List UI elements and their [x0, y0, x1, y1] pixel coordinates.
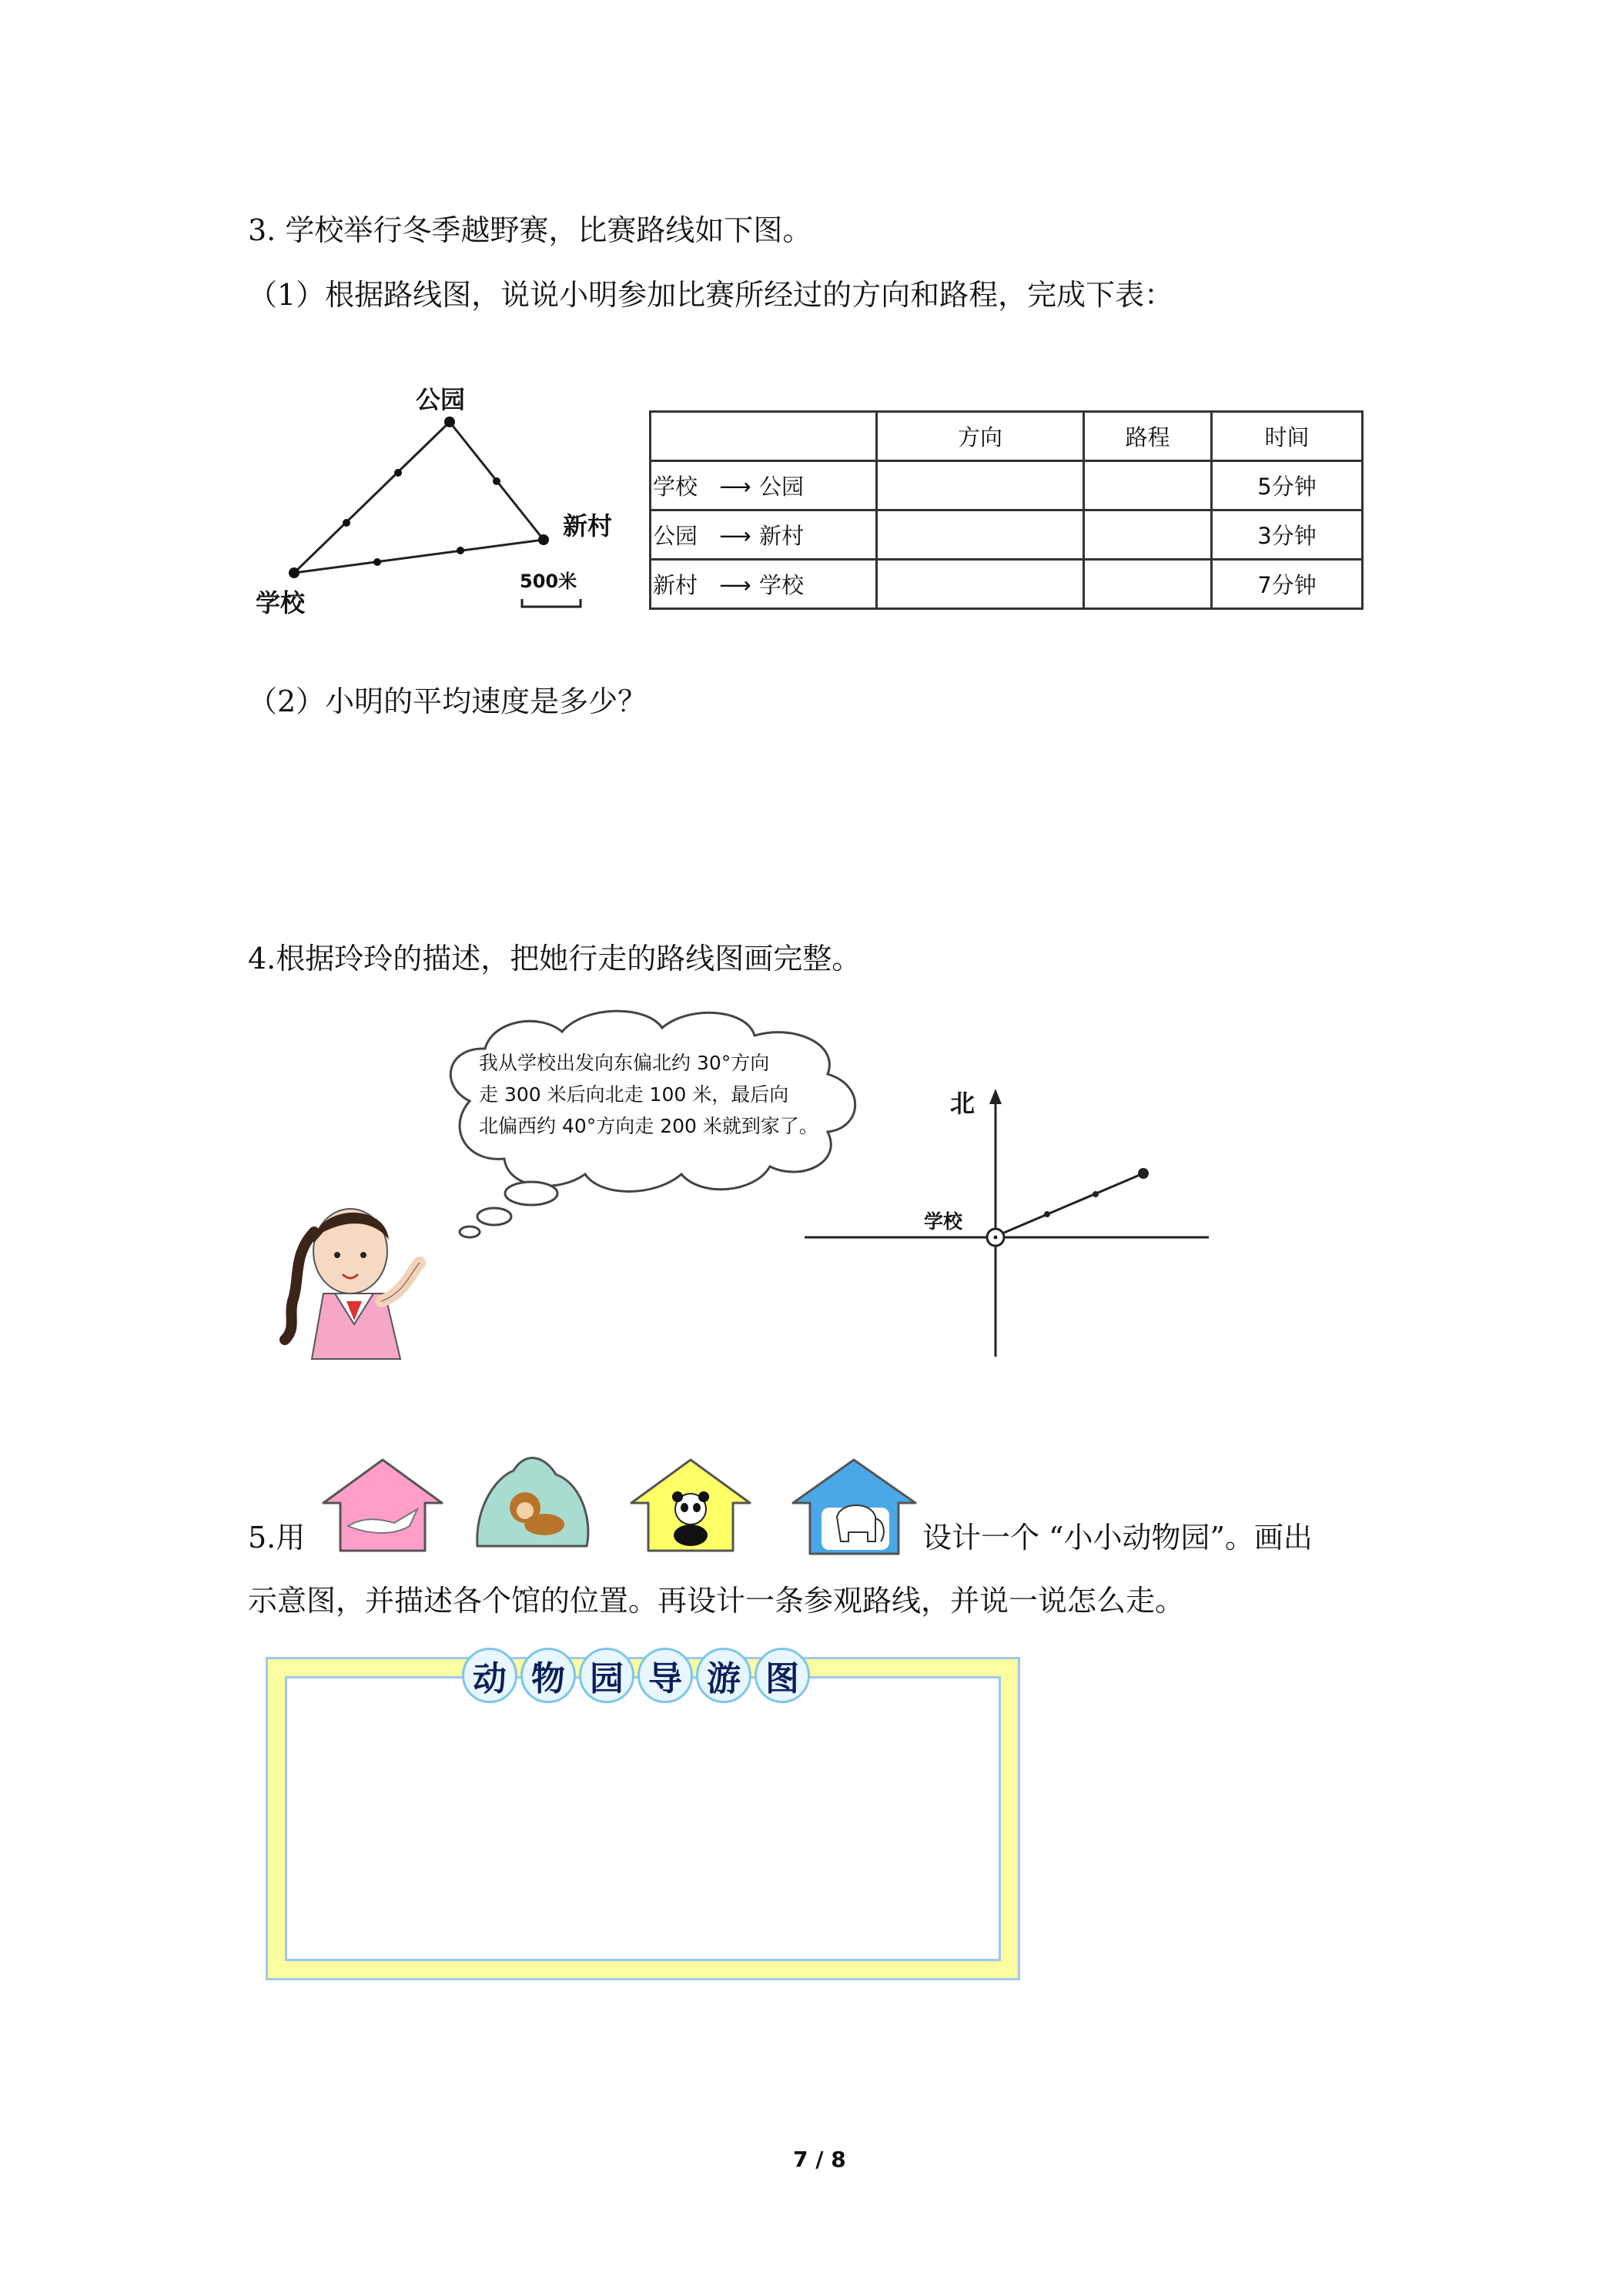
- time-cell: 5分钟: [1212, 461, 1363, 510]
- speech-line: 我从学校出发向东偏北约 30°方向: [479, 1052, 770, 1074]
- q3-part2: （2）小明的平均速度是多少？: [248, 684, 648, 718]
- elephant-house-icon: [787, 1455, 922, 1559]
- time-cell: 7分钟: [1212, 560, 1363, 609]
- direction-cell[interactable]: [877, 510, 1084, 560]
- q5-prefix: 5.用: [248, 1521, 306, 1555]
- title-char: 游: [696, 1648, 751, 1703]
- header-empty: [651, 412, 877, 461]
- header-direction: 方向: [877, 412, 1084, 461]
- q4-title: 4.根据玲玲的描述，把她行走的路线图画完整。: [248, 942, 862, 976]
- route-cell: 新村 ⟶ 学校: [651, 560, 877, 609]
- distance-cell[interactable]: [1084, 510, 1212, 560]
- north-arrow-icon: [989, 1089, 1002, 1104]
- direction-cell[interactable]: [877, 560, 1084, 609]
- north-label: 北: [950, 1089, 975, 1118]
- speech-line: 北偏西约 40°方向走 200 米就到家了。: [479, 1115, 818, 1137]
- park-label: 公园: [416, 385, 466, 414]
- school-point: [289, 567, 300, 578]
- compass-school-label: 学校: [924, 1210, 963, 1233]
- compass-diagram: [793, 1078, 1224, 1371]
- zoo-map-title: [462, 1648, 824, 1706]
- distance-cell[interactable]: [1084, 461, 1212, 510]
- village-label: 新村: [563, 511, 613, 541]
- q3-part1: （1）根据路线图，说说小明参加比赛所经过的方向和路程，完成下表：: [248, 278, 1174, 312]
- monkey-mountain-icon: [471, 1448, 594, 1555]
- direction-cell[interactable]: [877, 461, 1084, 510]
- page-number: 7 / 8: [793, 2147, 846, 2172]
- q5-suffix: 设计一个 “小小动物园”。画出: [922, 1521, 1313, 1555]
- title-char: 导: [637, 1648, 693, 1703]
- speech-text: [479, 1047, 818, 1142]
- route-cell: 公园 ⟶ 新村: [651, 510, 877, 560]
- route-table: [649, 410, 1364, 610]
- time-cell: 3分钟: [1212, 510, 1363, 560]
- speech-line: 走 300 米后向北走 100 米，最后向: [479, 1083, 789, 1106]
- bird-house-icon: [317, 1455, 448, 1555]
- girl-illustration: [269, 1178, 454, 1363]
- header-time: 时间: [1212, 412, 1363, 461]
- table-row: [651, 461, 1363, 510]
- table-row: [651, 510, 1363, 560]
- title-char: 动: [462, 1648, 517, 1703]
- village-point: [538, 534, 549, 545]
- q5-line2: 示意图，并描述各个馆的位置。再设计一条参观路线，并说一说怎么走。: [248, 1584, 1185, 1618]
- table-row: [651, 560, 1363, 609]
- distance-cell[interactable]: [1084, 560, 1212, 609]
- park-point: [444, 417, 455, 427]
- route-cell: 学校 ⟶ 公园: [651, 461, 877, 510]
- route-end-point: [1138, 1168, 1149, 1179]
- scale-label: 500米: [520, 571, 577, 592]
- zoo-map-drawing-area[interactable]: [285, 1676, 1001, 1961]
- q3-title: 3. 学校举行冬季越野赛，比赛路线如下图。: [248, 213, 812, 247]
- title-char: 园: [579, 1648, 634, 1703]
- header-distance: 路程: [1084, 412, 1212, 461]
- title-char: 图: [755, 1648, 810, 1703]
- panda-house-icon: [625, 1455, 756, 1555]
- table-header-row: [651, 412, 1363, 461]
- school-label: 学校: [256, 588, 306, 618]
- title-char: 物: [520, 1648, 576, 1703]
